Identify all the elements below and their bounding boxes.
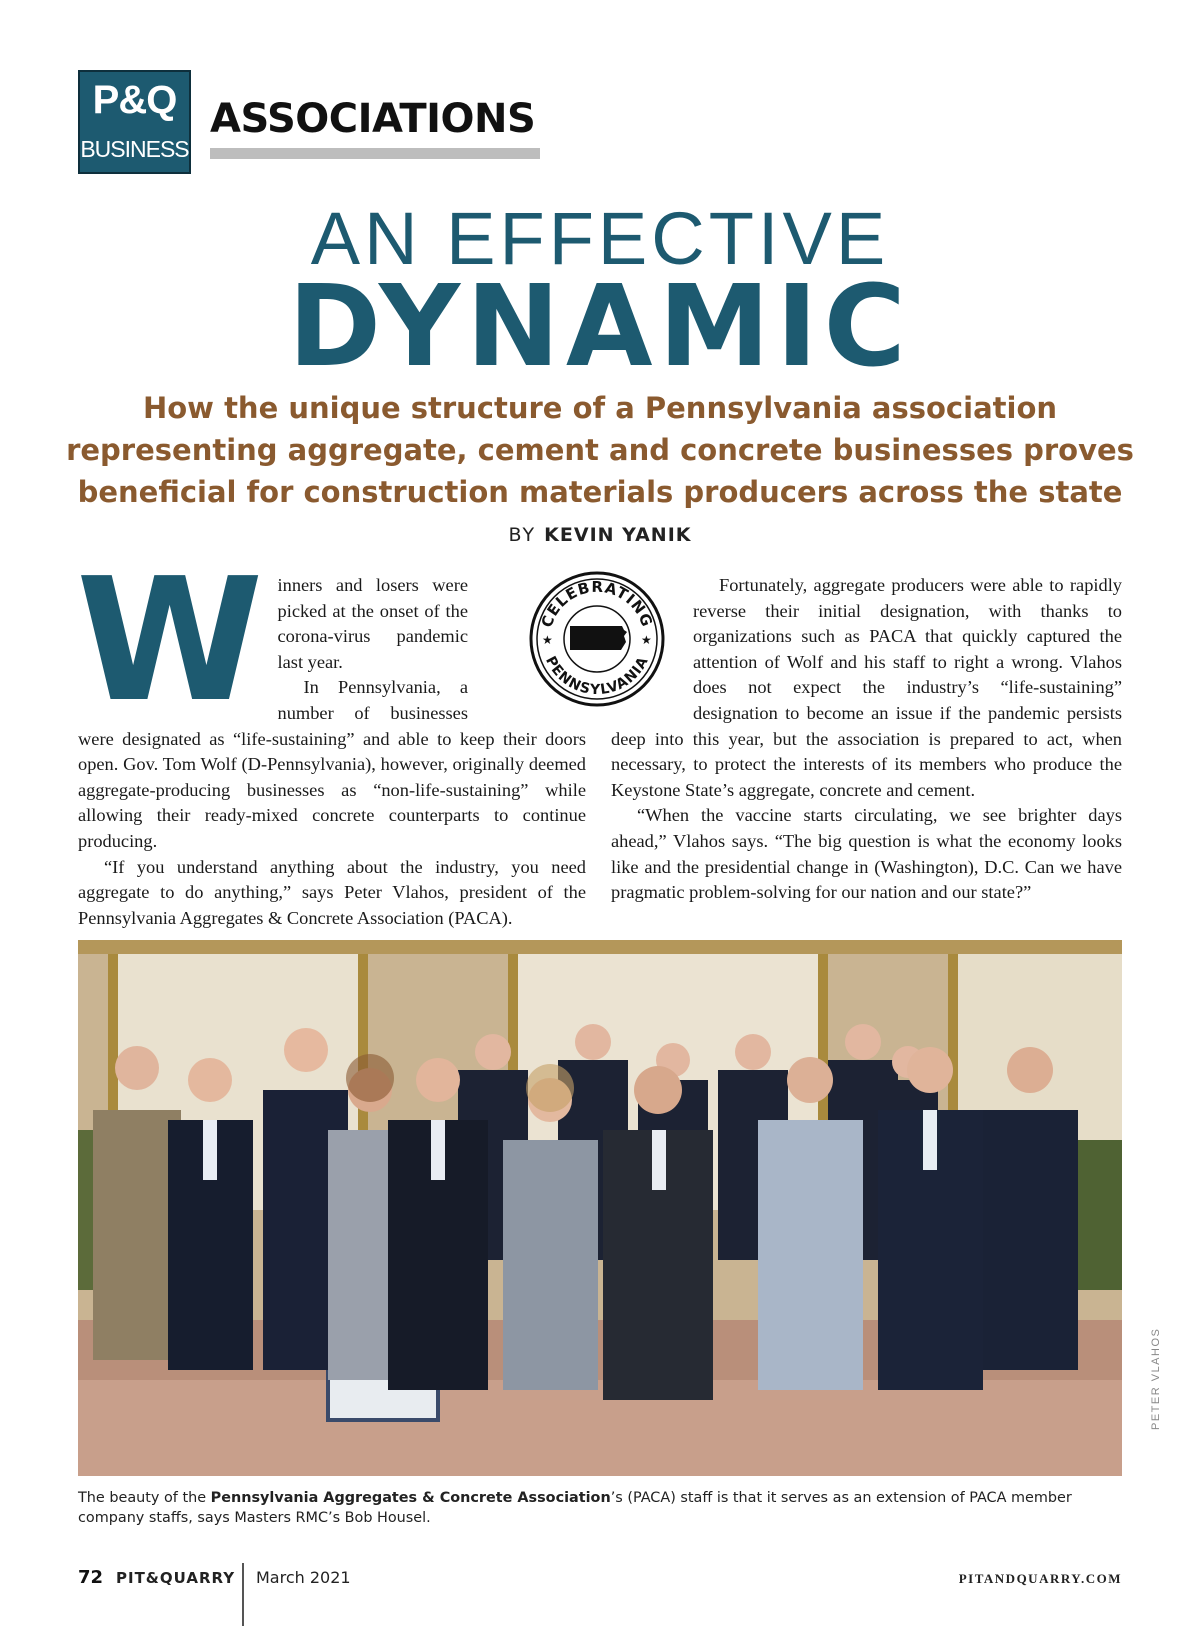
seal-top-text: CELEBRATING (537, 577, 657, 630)
byline-prefix: BY (508, 524, 537, 546)
group-photo (78, 940, 1122, 1476)
photo-credit: PETER VLAHOS (1150, 1327, 1162, 1430)
headline-line-2: DYNAMIC (288, 262, 912, 392)
pennsylvania-state-icon (570, 626, 627, 650)
celebrating-pennsylvania-seal (528, 570, 666, 708)
photo-caption (78, 1488, 1122, 1528)
caption-text-before: The beauty of the (78, 1490, 211, 1506)
deck-subheadline: How the unique structure of a Pennsylvania association representing aggregate, cement and concrete businesses proves beneficial for construction materials producers across the state (66, 391, 1134, 509)
section-label: ASSOCIATIONS (210, 96, 536, 142)
seal-bottom-text: PENNSYLVANIA (542, 653, 652, 699)
paragraph: inners and losers were picked at the onset of the corona-virus pandemic last year. (277, 575, 468, 672)
caption-bold: Pennsylvania Aggregates & Concrete Association (210, 1490, 611, 1506)
footer-divider (242, 1563, 244, 1626)
star-icon: ★ (542, 633, 553, 647)
caption-text-after: ’s (PACA) staff is that it serves as an extension of PACA member company staffs, says Masters RMC’s Bob Housel. (78, 1490, 1072, 1526)
logo-pq-text: P&Q (92, 78, 177, 122)
headline-line-1: AN EFFECTIVE (310, 197, 890, 280)
group-photo-illustration (78, 940, 1122, 1476)
paragraph: “When the vaccine starts circulating, we see brighter days ahead,” Vlahos says. “The big question is what the economy looks like and the presidential change in (Washington), D.C. Can we have pragmatic problem-solving for our nation and our state?” (611, 805, 1122, 903)
byline-author: KEVIN YANIK (544, 524, 692, 546)
body-column-left (76, 542, 586, 931)
paragraph: In Pennsylvania, a number of businesses were designated as “life-sustaining” and able to keep their doors open. Gov. Tom Wolf (D-Pennsylvania), however, originally deemed aggregate-producing businesses as “non-life-sustaining” while allowing their ready-mixed concrete counterparts to continue producing. (78, 677, 586, 851)
logo-business-text: BUSINESS (80, 136, 189, 162)
paragraph: “If you understand anything about the industry, you need aggregate to do anything,” says Peter Vlahos, president of the Pennsylvania Aggregates & Concrete Association (PACA). (78, 856, 586, 928)
magazine-name: PIT&QUARRY (116, 1569, 236, 1587)
page-number: 72 (78, 1567, 104, 1588)
paragraph: Fortunately, aggregate producers were able to rapidly reverse their initial designation, with thanks to organizations such as PACA that quickly captured the attention of Wolf and his staff to right a wrong. Vlahos does not expect the industry’s “life-sustaining” designation to become an issue if the pandemic persists deep into this year, but the association is prepared to act, when necessary, to protect the interests of its members who produce the Keystone State’s aggregate, concrete and cement. (611, 575, 1122, 800)
section-underline (210, 148, 540, 159)
pq-business-logo (78, 70, 191, 174)
issue-date: March 2021 (256, 1568, 351, 1587)
drop-cap: W (76, 542, 264, 740)
star-icon: ★ (641, 633, 652, 647)
page-footer (78, 1563, 1122, 1623)
body-column-right (611, 573, 1122, 906)
website-url: PITANDQUARRY.COM (958, 1571, 1122, 1586)
